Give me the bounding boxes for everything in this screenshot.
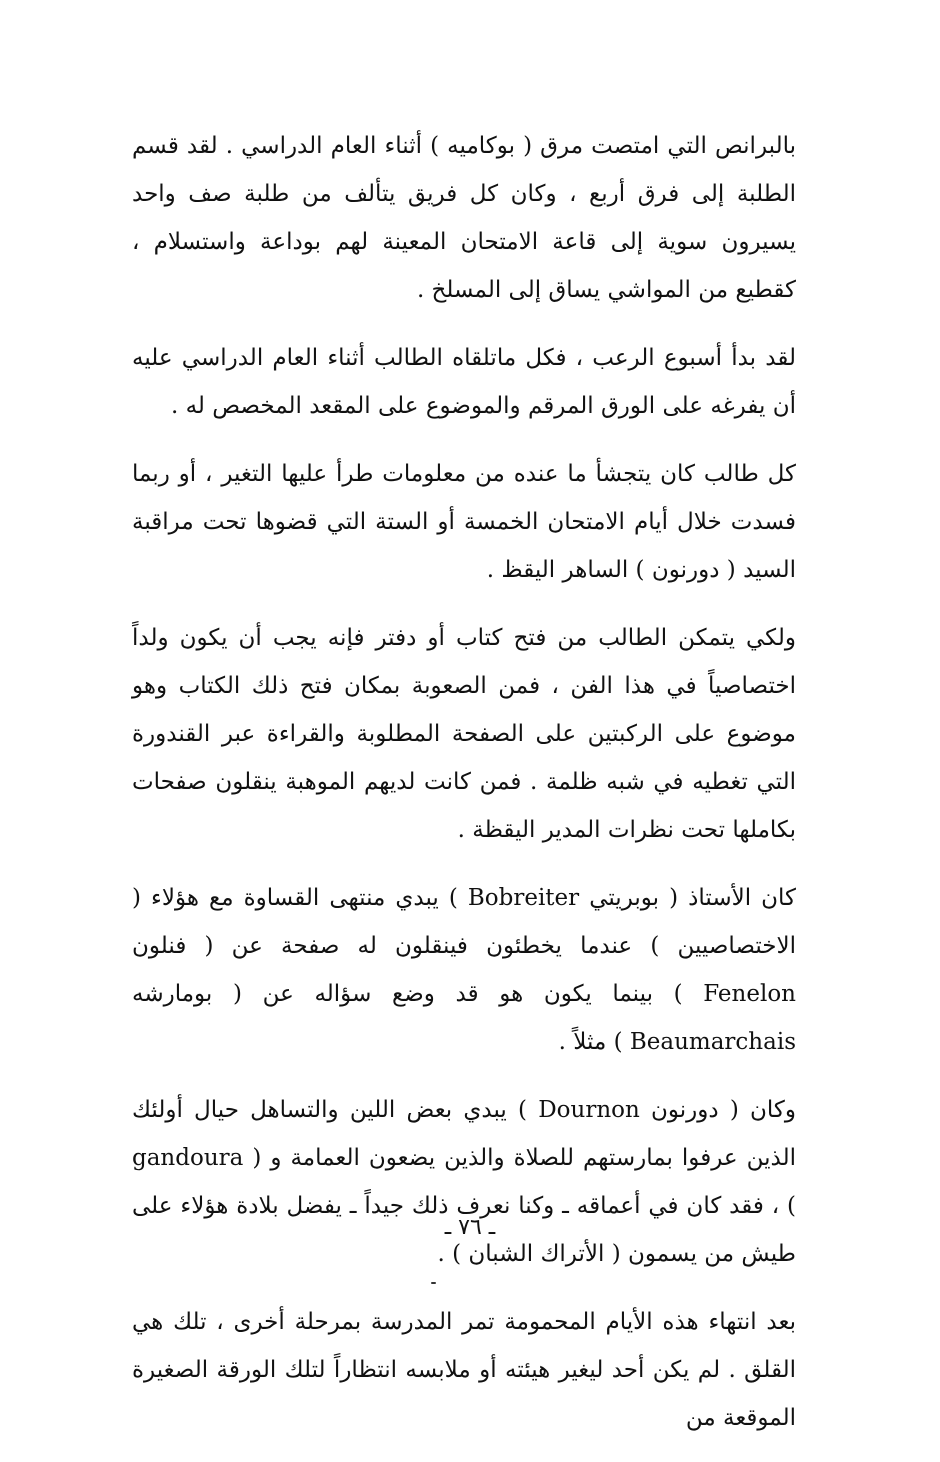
page-number: ـ ٧٦ ـ <box>444 1215 496 1240</box>
paragraph-4: ولكي يتمكن الطالب من فتح كتاب أو دفتر فإنه يجب أن يكون ولداً اختصاصياً في هذا الفن ، فمن الصعوبة بمكان فتح ذلك الكتاب وهو موضوع على الركبتين على الصفحة المطلوبة والقراءة عبر القندورة التي تغطيه في شبه ظلمة . فمن كانت لديهم الموهبة ينقلون صفحات بكاملها تحت نظرات المدير اليقظة . <box>132 625 796 843</box>
paragraph-7: بعد انتهاء هذه الأيام المحمومة تمر المدرسة بمرحلة أخرى ، تلك هي القلق . لم يكن أحد ليغير هيئته أو ملابسه انتظاراً لتلك الورقة الصغيرة الموقعة من <box>132 1309 796 1431</box>
body-text <box>132 122 796 1462</box>
paragraph-1: بالبرانص التي امتصت مرق ( بوكاميه ) أثناء العام الدراسي . لقد قسم الطلبة إلى فرق أربع ، وكان كل فريق يتألف من طلبة صف واحد يسيرون سوية إلى قاعة الامتحان المعينة لهم بوداعة واستسلام ، كقطيع من المواشي يساق إلى المسلخ . <box>132 133 796 303</box>
paragraph-2: لقد بدأ أسبوع الرعب ، فكل ماتلقاه الطالب أثناء العام الدراسي عليه أن يفرغه على الورق المرقم والموضوع على المقعد المخصص له . <box>132 345 796 419</box>
print-speck <box>431 1282 436 1284</box>
paragraph-3: كل طالب كان يتجشأ ما عنده من معلومات طرأ عليها التغير ، أو ربما فسدت خلال أيام الامتحان الخمسة أو الستة التي قضوها تحت مراقبة السيد ( دورنون ) الساهر اليقظ . <box>132 461 796 583</box>
paragraph-6: وكان ( دورنون Dournon ) يبدي بعض اللين والتساهل حيال أولئك الذين عرفوا بمارستهم للصلاة والذين يضعون العمامة و ( gandoura ) ، فقد كان في أعماقه ـ وكنا نعرف ذلك جيداً ـ يفضل بلادة هؤلاء على طيش من يسمون ( الأتراك الشبان ) . <box>132 1097 796 1267</box>
paragraph-5: كان الأستاذ ( بوبريتي Bobreiter ) يبدي منتهى القساوة مع هؤلاء ( الاختصاصيين ) عندما يخطئون فينقلون له صفحة عن ( فنلون Fenelon ) بينما يكون هو قد وضع سؤاله عن ( بومارشه Beaumarchais ) مثلاً . <box>132 885 797 1055</box>
